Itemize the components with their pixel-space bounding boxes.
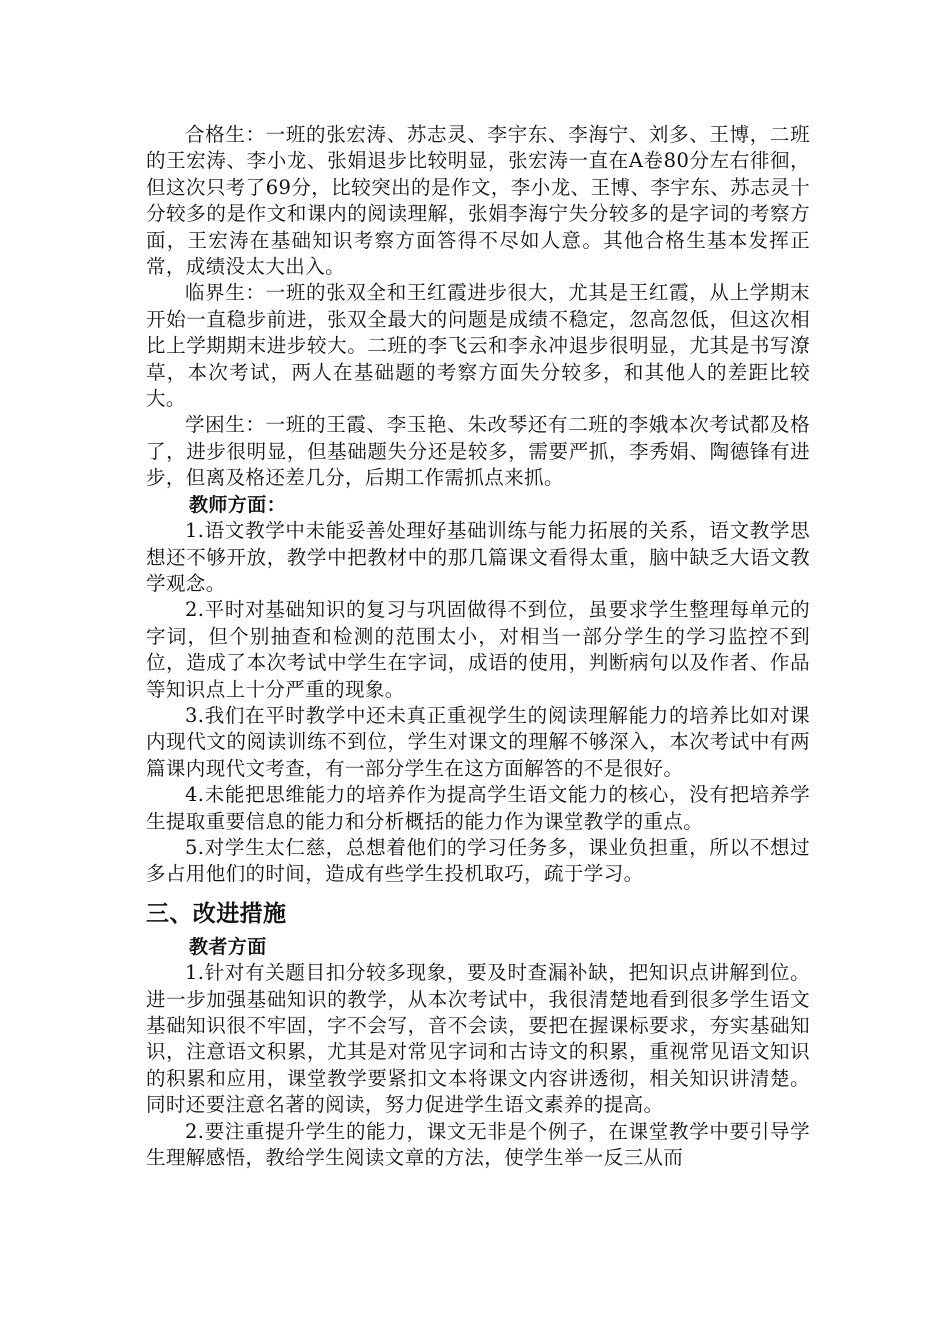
paragraph-borderline-students: 临界生：一班的张双全和王红霞进步很大，尤其是王红霞，从上学期末开始一直稳步前进，张双全最大的问题是成绩不稳定，忽高忽低，但这次相比上学期期末进步较大。二班的李飞云和李永冲退步很明显，尤其是书写潦草，本次考试，两人在基础题的考察方面失分较多，和其他人的差距比较大。 — [146, 281, 810, 411]
document-page — [146, 122, 810, 1171]
paragraph-qualified-students: 合格生：一班的张宏涛、苏志灵、李宇东、李海宁、刘多、王博，二班的王宏涛、李小龙、张娟退步比较明显，张宏涛一直在A卷80分左右徘徊，但这次只考了69分，比较突出的是作文，李小龙、王博、李宇东、苏志灵十分较多的是作文和课内的阅读理解，张娟李海宁失分较多的是字词的考察方面，王宏涛在基础知识考察方面答得不尽如人意。其他合格生基本发挥正常，成绩没太大出入。 — [146, 123, 810, 279]
educator-point-2: 2.要注重提升学生的能力，课文无非是个例子，在课堂教学中要引导学生理解感悟，教给学生阅读文章的方法，使学生举一反三从而 — [146, 1119, 810, 1170]
teacher-heading: 教师方面： — [189, 493, 287, 516]
teacher-point-3: 3.我们在平时教学中还未真正重视学生的阅读理解能力的培养比如对课内现代文的阅读训练不到位，学生对课文的理解不够深入，本次考试中有两篇课内现代文考查，有一部分学生在这方面解答的不是很好。 — [146, 703, 810, 780]
teacher-point-2: 2.平时对基础知识的复习与巩固做得不到位，虽要求学生整理每单元的字词，但个别抽查和检测的范围太小，对相当一部分学生的学习监控不到位，造成了本次考试中学生在字词，成语的使用，判断病句以及作者、作品等知识点上十分严重的现象。 — [146, 598, 810, 701]
section-title: 三、改进措施 — [146, 900, 287, 927]
educator-heading: 教者方面 — [189, 935, 267, 958]
educator-point-1: 1.针对有关题目扣分较多现象，要及时查漏补缺，把知识点讲解到位。进一步加强基础知识的教学，从本次考试中，我很清楚地看到很多学生语文基础知识很不牢固，字不会写，音不会读，要把在握课标要求，夯实基础知识，注意语文积累，尤其是对常见字词和古诗文的积累，重视常见语文知识的积累和应用，课堂教学要紧扣文本将课文内容讲透彻，相关知识讲清楚。同时还要注意名著的阅读，努力促进学生语文素养的提高。 — [146, 961, 810, 1117]
teacher-point-4: 4.未能把思维能力的培养作为提高学生语文能力的核心，没有把培养学生提取重要信息的能力和分析概括的能力作为课堂教学的重点。 — [146, 783, 810, 833]
teacher-point-5: 5.对学生太仁慈，总想着他们的学习任务多，课业负担重，所以不想过多占用他们的时间，造成有些学生投机取巧，疏于学习。 — [146, 835, 810, 886]
paragraph-struggling-students: 学困生：一班的王霞、李玉艳、朱改琴还有二班的李娥本次考试都及格了，进步很明显，但基础题失分还是较多，需要严抓，李秀娟、陶德锋有进步，但离及格还差几分，后期工作需抓点来抓。 — [146, 413, 810, 490]
teacher-point-1: 1.语文教学中未能妥善处理好基础训练与能力拓展的关系，语文教学思想还不够开放，教学中把教材中的那几篇课文看得太重，脑中缺乏大语文教学观念。 — [146, 519, 810, 595]
